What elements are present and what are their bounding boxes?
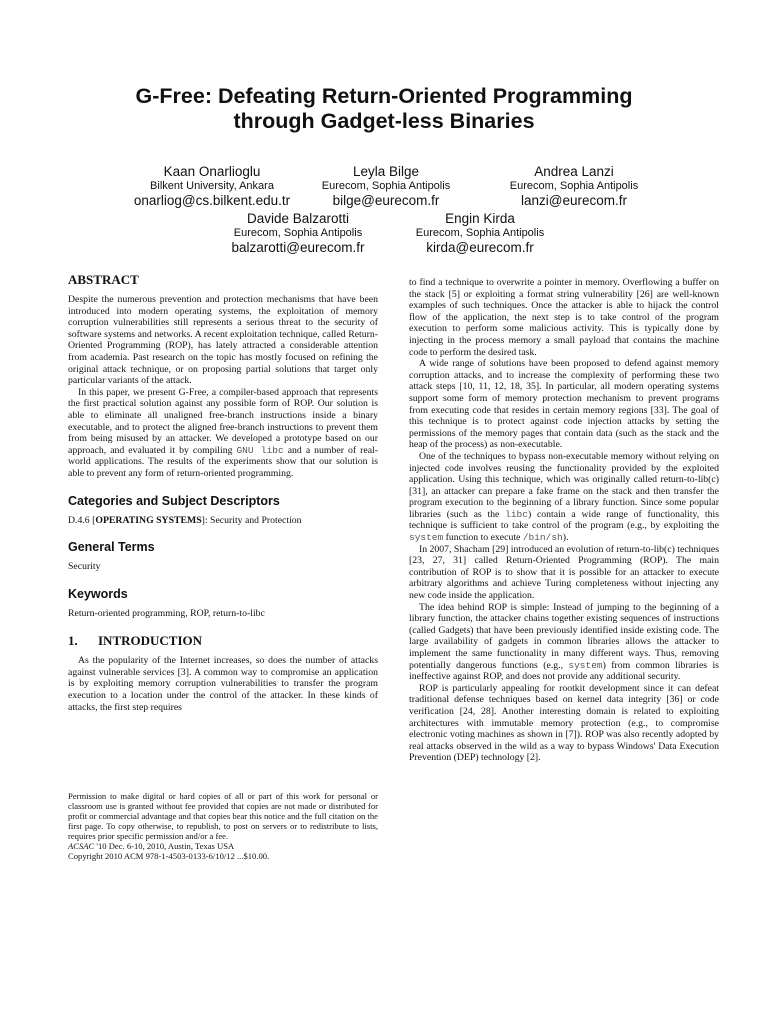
code-system: system bbox=[568, 659, 603, 671]
intro-paragraph-2: to find a technique to overwrite a pointer in memory. Overflowing a buffer on the stack [5] or exploiting a format string vulnerability [26] are well-known examples of such techniques. Once the attacker is able to hijack the control flow of the application, the next step is to take control of the program execution to perform some malicious activity. This is typically done by injecting in the process memory a small payload that contains the machine code to perform the desired task. bbox=[409, 277, 719, 358]
author-name: Leyla Bilge bbox=[352, 164, 420, 179]
author-email: onarliog@cs.bilkent.edu.tr bbox=[133, 193, 291, 208]
title-line-2: through Gadget-less Binaries bbox=[233, 109, 535, 133]
author-email: bilge@eurecom.fr bbox=[332, 193, 440, 208]
author-block bbox=[286, 164, 486, 209]
title-line-1: G-Free: Defeating Return-Oriented Programming bbox=[135, 84, 633, 108]
general-terms-heading: General Terms bbox=[68, 540, 155, 555]
author-affiliation: Eurecom, Sophia Antipolis bbox=[509, 180, 639, 192]
author-name: Kaan Onarlioglu bbox=[163, 164, 261, 179]
code-bin-sh: /bin/sh bbox=[522, 532, 563, 544]
code-libc: libc bbox=[505, 508, 528, 520]
intro-paragraph-6: The idea behind ROP is simple: Instead of jumping to the beginning of a library function, the attacker chains together existing sequences of instructions (called Gadgets) that have been previously identified inside existing code. The large availability of gadgets in common libraries allows the attacker to implement the same functionality in many different ways. Thus, removing potentially dangerous functions (e.g., system) from common libraries is ineffective against ROP, and does not provide any additional security. bbox=[409, 601, 719, 683]
intro-paragraph-5: In 2007, Shacham [29] introduced an evolution of return-to-lib(c) techniques [23, 27, 31] called Return-Oriented Programming (ROP). The main contribution of ROP is to show that it is possible for an attacker to execute arbitrary algorithms and achieve Turing completeness without injecting any new code inside the application. bbox=[409, 543, 719, 602]
author-block bbox=[380, 211, 580, 256]
right-column bbox=[409, 277, 719, 764]
copyright-line: Copyright 2010 ACM 978-1-4503-0133-6/10/12 ...$10.00. bbox=[68, 851, 270, 861]
author-affiliation: Eurecom, Sophia Antipolis bbox=[321, 180, 451, 192]
author-email: lanzi@eurecom.fr bbox=[521, 193, 627, 208]
author-email: balzarotti@eurecom.fr bbox=[231, 240, 365, 255]
author-affiliation: Eurecom, Sophia Antipolis bbox=[233, 227, 363, 239]
code-gnu-libc: GNU libc bbox=[236, 444, 284, 456]
author-affiliation: Bilkent University, Ankara bbox=[150, 180, 274, 192]
intro-paragraph-1: As the popularity of the Internet increases, so does the number of attacks against vulnerable services [3]. A common way to compromise an application is by exploiting memory corruption vulnerabilities to transfer the program execution to a location under the control of the attacker. In these kinds of attacks, the first step requires bbox=[68, 655, 378, 713]
author-affiliation: Eurecom, Sophia Antipolis bbox=[415, 227, 545, 239]
author-name: Davide Balzarotti bbox=[246, 211, 350, 226]
author-email: kirda@eurecom.fr bbox=[426, 240, 534, 255]
abstract-paragraph-2: In this paper, we present G-Free, a compiler-based approach that represents the first practical solution against any possible form of ROP. Our solution is able to eliminate all unaligned free-branch instructions inside a binary executable, and to protect the aligned free-branch instructions to prevent them from being misused by an attacker. We developed a prototype based on our approach, and evaluated it by compiling GNU libc and a number of real-world applications. The results of the experiments show that our solution is able to prevent any form of return-oriented programming. bbox=[68, 386, 378, 479]
categories-text: D.4.6 [OPERATING SYSTEMS]: Security and Protection bbox=[68, 514, 302, 526]
author-block bbox=[474, 164, 674, 209]
author-block bbox=[112, 164, 312, 209]
keywords-text: Return-oriented programming, ROP, return-to-libc bbox=[68, 607, 265, 619]
author-name: Engin Kirda bbox=[445, 211, 515, 226]
keywords-heading: Keywords bbox=[68, 586, 128, 601]
abstract-paragraph-1: Despite the numerous prevention and protection mechanisms that have been introduced into modern operating systems, the exploitation of memory corruption vulnerabilities still represents a serious threat to the security of software systems and networks. A recent exploitation technique, called Return-Oriented Programming (ROP), has lately attracted a considerable attention from academia. Past research on the topic has mostly focused on refining the original attack technique, or on proposing partial solutions that target only particular variants of the attack. bbox=[68, 294, 378, 387]
intro-paragraph-4: One of the techniques to bypass non-executable memory without relying on injected code involves reusing the functionality provided by the exploited application. Using this technique, which was originally called return-to-lib(c) [31], an attacker can prepare a fake frame on the stack and then transfer the program execution to the beginning of a library function. Since some popular libraries (such as the libc) contain a wide range of functionality, this technique is sufficient to take control of the program (e.g., by exploiting the system function to execute /bin/sh). bbox=[409, 450, 719, 544]
intro-paragraph-7: ROP is particularly appealing for rootkit development since it can defeat traditional defense techniques based on kernel data integrity [36] or code verification [24, 28]. Another interesting domain is related to exploiting architectures with immutable memory protection (e.g., to compromise electronic voting machines as shown in [7]). ROP was also recently adopted by real attacks observed in the wild as a way to bypass Windows' Data Execution Prevention (DEP) technology [2]. bbox=[409, 682, 719, 764]
code-system: system bbox=[409, 532, 444, 544]
intro-paragraph-3: A wide range of solutions have been proposed to defend against memory corruption attacks, and to increase the complexity of performing these two attack steps [10, 11, 12, 18, 35]. In particular, all modern operating systems support some form of memory protection mechanism to prevent programs from executing code that resides in certain memory regions [33]. The goal of this technique is to protect against code injection attacks by setting the permissions of the memory pages that contain data (such as the stack and the heap of the process) as non-executable. bbox=[409, 358, 719, 451]
abstract-heading: ABSTRACT bbox=[68, 272, 139, 287]
author-block bbox=[198, 211, 398, 256]
paper-title bbox=[40, 84, 728, 134]
categories-heading: Categories and Subject Descriptors bbox=[68, 493, 280, 508]
permission-footnote bbox=[68, 791, 378, 861]
section-number: 1. bbox=[68, 633, 78, 649]
permission-text: Permission to make digital or hard copies of all or part of this work for personal or classroom use is granted without fee provided that copies are not made or distributed for profit or commercial advantage and that copies bear this notice and the full citation on the first page. To copy otherwise, to republish, to post on servers or to redistribute to lists, requires prior specific permission and/or a fee. bbox=[68, 791, 378, 841]
venue-line: ACSAC '10 Dec. 6-10, 2010, Austin, Texas USA bbox=[68, 841, 235, 851]
left-column bbox=[68, 272, 378, 713]
author-name: Andrea Lanzi bbox=[534, 164, 614, 179]
introduction-heading: 1. INTRODUCTION bbox=[68, 633, 203, 649]
general-terms-text: Security bbox=[68, 561, 101, 573]
